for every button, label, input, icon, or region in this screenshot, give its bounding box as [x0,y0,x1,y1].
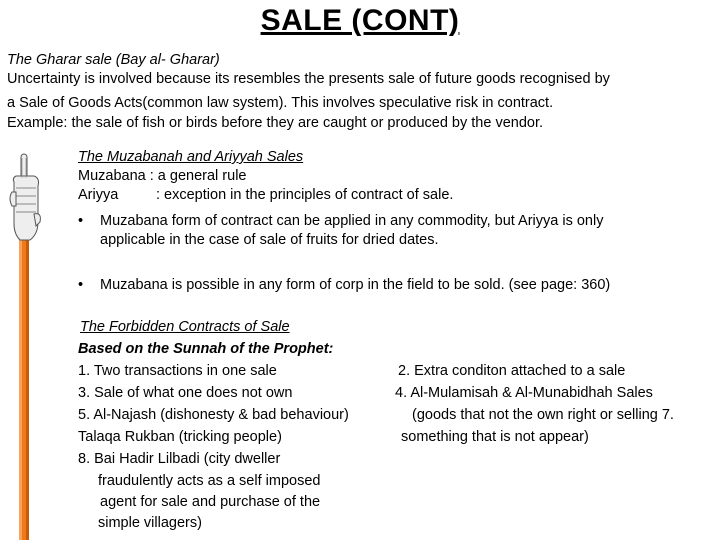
forbidden-heading: The Forbidden Contracts of Sale [80,319,290,335]
gharar-line-1: Uncertainty is involved because its resembles the presents sale of future goods recognised by [7,71,610,87]
forbidden-left-1: 1. Two transactions in one sale [78,363,277,379]
forbidden-left-4: Talaqa Rukban (tricking people) [78,429,282,445]
forbidden-left-5: 8. Bai Hadir Lilbadi (city dweller [78,451,281,467]
forbidden-left-7: agent for sale and purchase of the [100,494,321,510]
forbidden-left-2: 3. Sale of what one does not own [78,385,293,401]
muzabana-line [78,167,246,186]
forbidden-right-1: 2. Extra conditon attached to a sale [398,363,626,379]
muzabana-definition: : a general rule [149,168,247,184]
muzabanah-bullet-1 [78,212,603,231]
ariyya-line [78,186,453,205]
forbidden-right-2: 4. Al-Mulamisah & Al-Munabidhah Sales [395,385,653,401]
ariyya-term: Ariyya [78,187,119,203]
bullet-2-text: Muzabana is possible in any form of corp in the field to be sold. (see page: 360) [100,277,611,293]
bullet-glyph: • [78,213,84,229]
forbidden-subheading: Based on the Sunnah of the Prophet: [78,341,334,357]
gharar-heading: The Gharar sale (Bay al- Gharar) [7,52,220,68]
forbidden-left-6: fraudulently acts as a self imposed [98,473,321,489]
gharar-line-3: Example: the sale of fish or birds before they are caught or produced by the vendor. [7,115,544,131]
forbidden-right-3: (goods that not the own right or selling 7. [412,407,674,423]
bullet-1-line-1: Muzabana form of contract can be applied in any commodity, but Ariyya is only [100,213,604,229]
forbidden-left-3: 5. Al-Najash (dishonesty & bad behaviour) [78,407,349,423]
gharar-line-2: a Sale of Goods Acts(common law system). This involves speculative risk in contract. [7,95,554,111]
bullet-1-line-2: applicable in the case of sale of fruits for dried dates. [100,232,439,248]
ariyya-definition: : exception in the principles of contract of sale. [156,187,454,203]
pointing-hand-icon [8,152,44,545]
muzabanah-bullet-2 [78,276,610,295]
muzabanah-heading: The Muzabanah and Ariyyah Sales [78,149,304,165]
muzabana-term: Muzabana [78,168,146,184]
page-title: SALE (CONT) [260,4,460,37]
bullet-glyph: • [78,277,84,293]
forbidden-right-4: something that is not appear) [401,429,589,445]
forbidden-left-8: simple villagers) [98,515,202,531]
